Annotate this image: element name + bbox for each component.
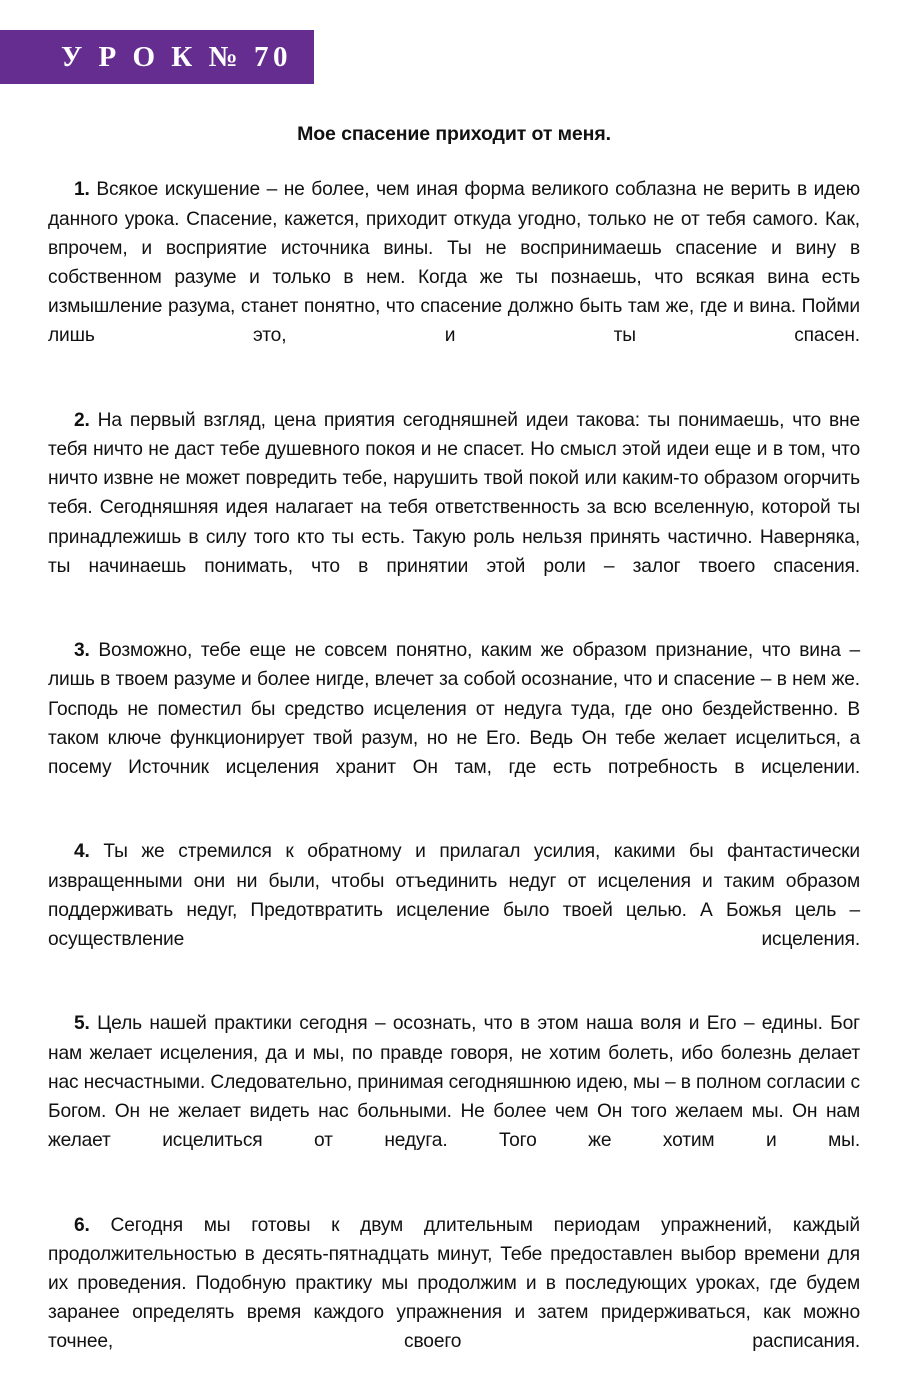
paragraph-text-2: На первый взгляд, цена приятия сегодняшней идеи такова: ты понимаешь, что вне тебя ничто не даст тебе душевного покоя и не спасет. Но смысл этой идеи еще и в том, что ничто извне не может повредить тебе, нарушить твой покой или каким-то образом огорчить тебя. Сегодняшняя идея налагает на тебя ответственность за всю вселенную, которой ты принадлежишь в силу того кто ты есть. Такую роль нельзя принять частично. Наверняка, ты начинаешь понимать, что в принятии этой роли – залог твоего спасения. [48, 409, 860, 577]
page-title: Мое спасение приходит от меня. [297, 123, 611, 145]
paragraph-number-2: 2. [74, 409, 90, 431]
paragraph-number-3: 3. [74, 640, 90, 662]
paragraph-6 [48, 1211, 860, 1386]
paragraph-text-3: Возможно, тебе еще не совсем понятно, каким же образом признание, что вина – лишь в твоем разуме и более нигде, влечет за собой осознание, что и спасение – в нем же. Господь не поместил бы средство исцеления от недуга туда, где оно бездейственно. В таком ключе функционирует твой разум, но не Его. Ведь Он тебе желает исцелиться, а посему Источник исцеления хранит Он там, где есть потребность в исцелении. [48, 640, 860, 778]
paragraph-4 [48, 837, 860, 983]
paragraph-5 [48, 1009, 860, 1184]
paragraph-text-1: Всякое искушение – не более, чем иная форма великого соблазна не верить в идею данного урока. Спасение, кажется, приходит откуда угодно, только не от тебя самого. Как, впрочем, и восприятие источника вины. Ты не воспринимаешь спасение и вину в собственном разуме и только в нем. Когда же ты познаешь, что всякая вина есть измышление разума, станет понятно, что спасение должно быть там же, где и вина. Пойми лишь это, и ты спасен. [48, 179, 860, 347]
lesson-number-banner [0, 30, 314, 84]
paragraph-number-5: 5. [74, 1013, 90, 1035]
paragraph-text-5: Цель нашей практики сегодня – осознать, что в этом наша воля и Его – едины. Бог нам желает исцеления, да и мы, по правде говоря, не хотим болеть, ибо болезнь делает нас несчастными. Следовательно, принимая сегодняшнюю идею, мы – в полном согласии с Богом. Он не желает видеть нас больными. Не более чем Он того желаем мы. Он нам желает исцелиться от недуга. Того же хотим и мы. [48, 1013, 860, 1152]
paragraph-number-4: 4. [74, 841, 90, 863]
document-body [48, 122, 860, 1386]
paragraph-3 [48, 636, 860, 811]
paragraph-2 [48, 406, 860, 610]
lesson-number-label: У Р О К № 70 [61, 40, 292, 73]
paragraph-text-4: Ты же стремился к обратному и прилагал усилия, какими бы фантастически извращенными они ни были, чтобы отъединить недуг от исцеления и таким образом поддерживать недуг, Предотвратить исцеление было твоей целью. А Божья цель – осуществление исцеления. [48, 841, 860, 951]
paragraph-number-6: 6. [74, 1214, 90, 1236]
paragraph-1 [48, 175, 860, 379]
paragraph-number-1: 1. [74, 179, 90, 201]
paragraph-text-6: Сегодня мы готовы к двум длительным периодам упражнений, каждый продолжительностью в десять-пятнадцать минут, Тебе предоставлен выбор времени для их проведения. Подобную практику мы продолжим и в последующих уроках, где будем заранее определять время каждого упражнения и затем придерживаться, как можно точнее, своего расписания. [48, 1214, 860, 1353]
